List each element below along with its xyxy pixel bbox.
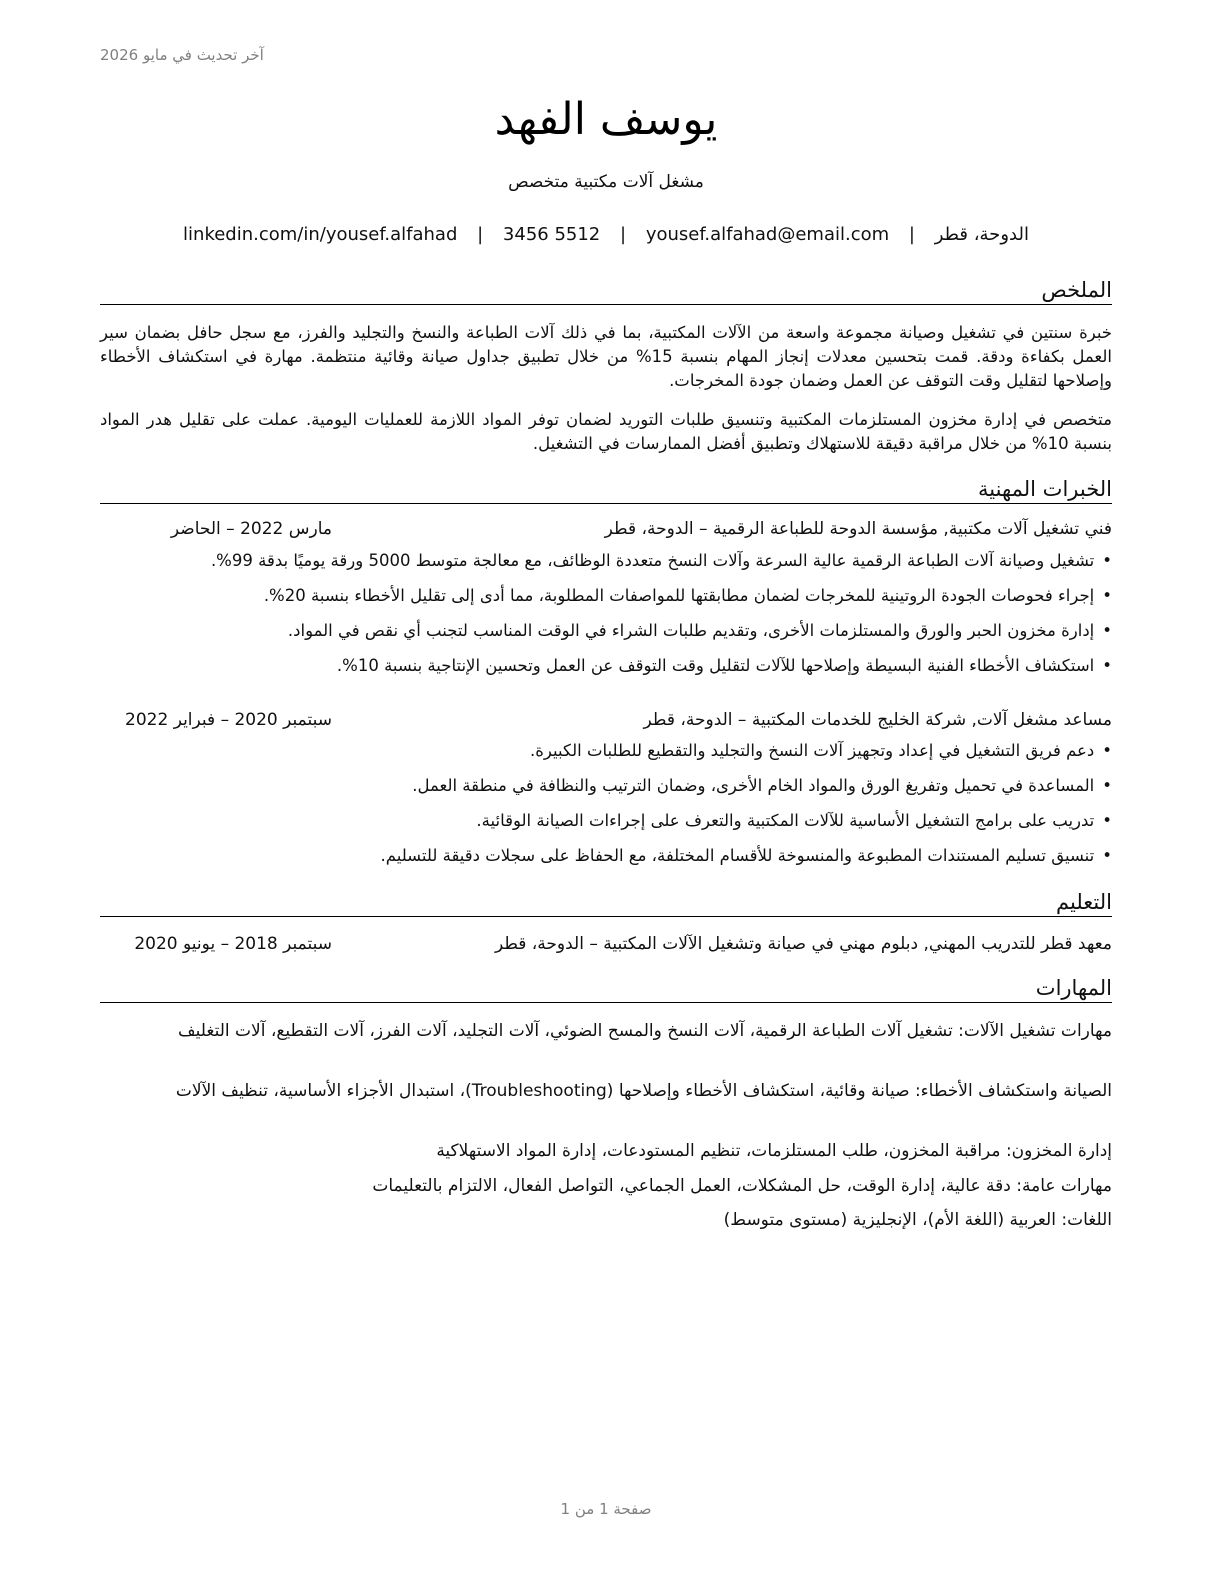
list-item: • تنسيق تسليم المستندات المطبوعة والمنسوخة للأقسام المختلفة، مع الحفاظ على سجلات دقيقة للتسليم. [100, 838, 1112, 873]
skill-line: اللغات: العربية (اللغة الأم)، الإنجليزية (مستوى متوسط) [723, 1210, 1112, 1230]
job-dates: مارس 2022 – الحاضر [170, 519, 332, 539]
contact-phone: 3456 5512 [502, 224, 601, 245]
job-bullets [100, 733, 1112, 873]
contact-location: الدوحة، قطر [934, 224, 1029, 245]
skill-line: مهارات تشغيل الآلات: تشغيل آلات الطباعة الرقمية، آلات النسخ والمسح الضوئي، آلات التجليد، آلات الفرز، آلات التقطيع، آلات التغليف [178, 1021, 1112, 1041]
summary-paragraph-1: خبرة سنتين في تشغيل وصيانة مجموعة واسعة من الآلات المكتبية، بما في ذلك آلات الطباعة والنسخ والتجليد والفرز، مع سجل حافل بضمان سير العمل بكفاءة ودقة. قمت بتحسين معدلات إنجاز المهام بنسبة 15% من خلال تطبيق جداول صيانة وقائية منتظمة. مهارة في استكشاف الأخطاء وإصلاحها لتقليل وقت التوقف عن العمل وضمان جودة المخرجات. [100, 323, 1112, 390]
list-item: • تشغيل وصيانة آلات الطباعة الرقمية عالية السرعة وآلات النسخ متعددة الوظائف، مع معالجة متوسط 5000 ورقة يوميًا بدقة 99%. [100, 543, 1112, 578]
list-item: • استكشاف الأخطاء الفنية البسيطة وإصلاحها للآلات لتقليل وقت التوقف عن العمل وتحسين الإنتاجية بنسبة 10%. [100, 648, 1112, 683]
list-item: • دعم فريق التشغيل في إعداد وتجهيز آلات النسخ والتجليد والتقطيع للطلبات الكبيرة. [100, 733, 1112, 768]
education-heading: التعليم [100, 888, 1112, 917]
education-entry [100, 931, 1112, 957]
job-header [100, 516, 1112, 542]
job-title-company: مساعد مشغل آلات, شركة الخليج للخدمات المكتبية – الدوحة، قطر [643, 710, 1112, 730]
skill-line: مهارات عامة: دقة عالية، إدارة الوقت، حل المشكلات، العمل الجماعي، التواصل الفعال، الالتزام بالتعليمات [372, 1176, 1112, 1196]
candidate-name: يوسف الفهد [494, 94, 718, 145]
skill-line: الصيانة واستكشاف الأخطاء: صيانة وقائية، استكشاف الأخطاء وإصلاحها (Troubleshooting)، استبدال الأجزاء الأساسية، تنظيف الآلات [175, 1081, 1112, 1101]
last-updated-text: آخر تحديث في مايو 2026 [100, 46, 264, 64]
summary-paragraph-2: متخصص في إدارة مخزون المستلزمات المكتبية وتنسيق طلبات التوريد لضمان توفر المواد اللازمة للعمليات اليومية. عملت على تقليل هدر المواد بنسبة 10% من خلال مراقبة دقيقة للاستهلاك وتطبيق أفضل الممارسات في التشغيل. [100, 410, 1112, 453]
job-header [100, 707, 1112, 733]
job-title-company: فني تشغيل آلات مكتبية, مؤسسة الدوحة للطباعة الرقمية – الدوحة، قطر [604, 519, 1112, 539]
contact-separator: | [477, 224, 484, 245]
list-item: • إجراء فحوصات الجودة الروتينية للمخرجات لضمان مطابقتها للمواصفات المطلوبة، مما أدى إلى تقليل الأخطاء بنسبة 20%. [100, 578, 1112, 613]
contact-linkedin[interactable]: linkedin.com/in/yousef.alfahad [183, 224, 458, 245]
job-bullets [100, 543, 1112, 683]
job-dates: سبتمبر 2020 – فبراير 2022 [125, 710, 332, 730]
contact-separator: | [620, 224, 627, 245]
contact-email[interactable]: yousef.alfahad@email.com [645, 224, 890, 245]
resume-page [100, 0, 1112, 1584]
contact-line [100, 220, 1112, 250]
candidate-title: مشغل آلات مكتبية متخصص [508, 172, 704, 192]
list-item: • المساعدة في تحميل وتفريغ الورق والمواد الخام الأخرى، وضمان الترتيب والنظافة في منطقة العمل. [100, 768, 1112, 803]
list-item: • تدريب على برامج التشغيل الأساسية للآلات المكتبية والتعرف على إجراءات الصيانة الوقائية. [100, 803, 1112, 838]
contact-separator: | [908, 224, 915, 245]
page-number: صفحة 1 من 1 [560, 1500, 652, 1518]
experience-heading: الخبرات المهنية [100, 475, 1112, 504]
education-dates: سبتمبر 2018 – يونيو 2020 [134, 934, 332, 954]
summary-heading: الملخص [100, 276, 1112, 305]
education-title: معهد قطر للتدريب المهني, دبلوم مهني في صيانة وتشغيل الآلات المكتبية – الدوحة، قطر [494, 934, 1112, 954]
skills-heading: المهارات [100, 974, 1112, 1003]
skill-line: إدارة المخزون: مراقبة المخزون، طلب المستلزمات، تنظيم المستودعات، إدارة المواد الاستهلاكية [436, 1141, 1112, 1161]
list-item: • إدارة مخزون الحبر والورق والمستلزمات الأخرى، وتقديم طلبات الشراء في الوقت المناسب لتجنب أي نقص في المواد. [100, 613, 1112, 648]
